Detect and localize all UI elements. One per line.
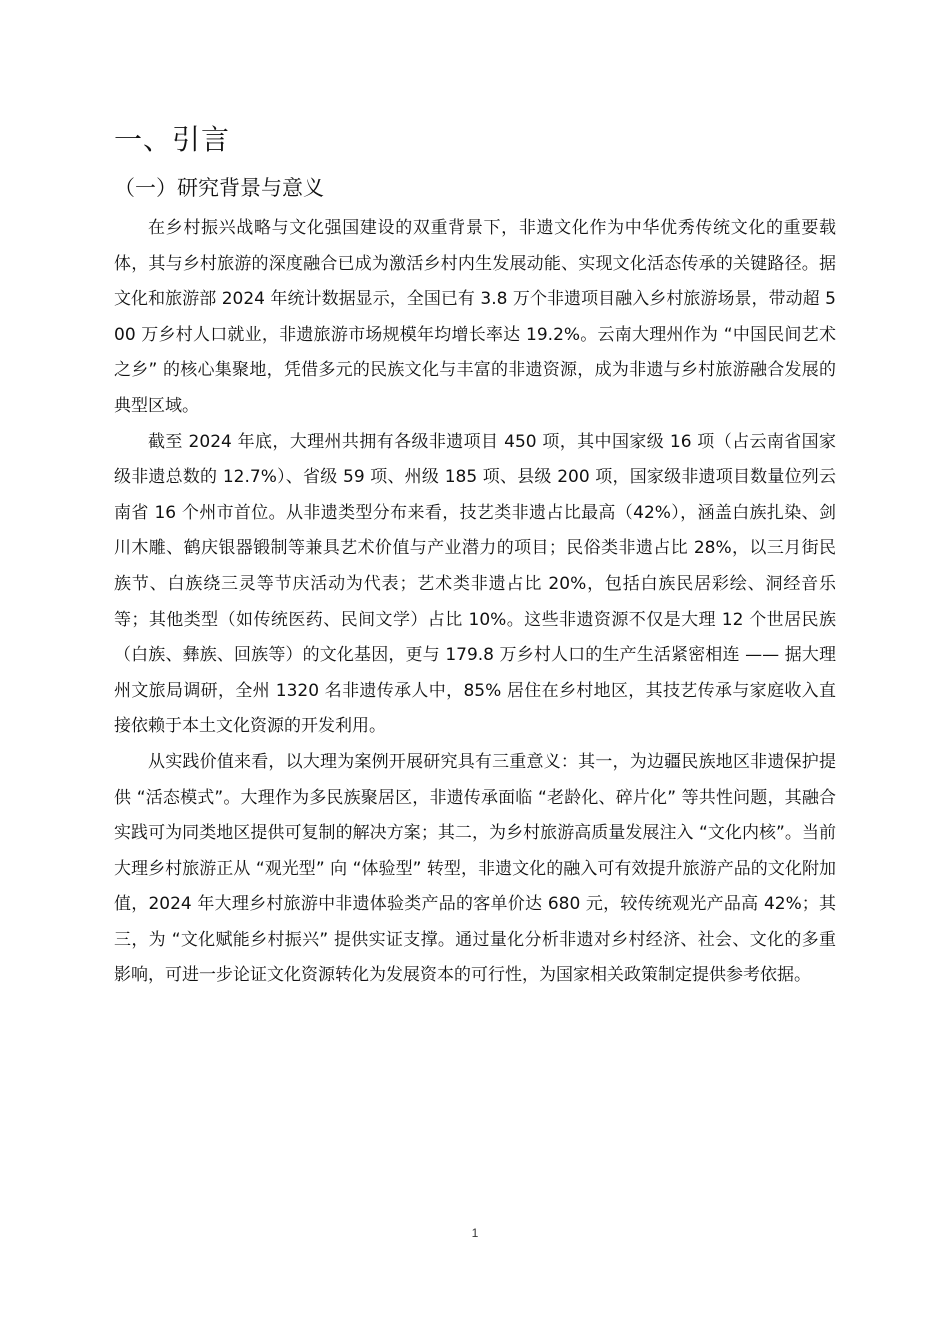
paragraph-dali-statistics: 截至 2024 年底，大理州共拥有各级非遗项目 450 项，其中国家级 16 项（占云南省国家级非遗总数的 12.7%）、省级 59 项、州级 185 项、县级 200 项，国家级非遗项目数量位列云南省 16 个州市首位。从非遗类型分布来看，技艺类非遗占比最高（42%），涵盖白族扎染、剑川木雕、鹤庆银器锻制等兼具艺术价值与产业潜力的项目；民俗类非遗占比 28%，以三月街民族节、白族绕三灵等节庆活动为代表；艺术类非遗占比 20%，包括白族民居彩绘、洞经音乐等；其他类型（如传统医药、民间文学）占比 10%。这些非遗资源不仅是大理 12 个世居民族（白族、彝族、回族等）的文化基因，更与 179.8 万乡村人口的生产生活紧密相连 —— 据大理州文旅局调研，全州 1320 名非遗传承人中，85% 居住在乡村地区，其技艺传承与家庭收入直接依赖于本土文化资源的开发利用。 [114,431,836,737]
chapter-heading: 一、引言 [114,123,231,156]
section-heading: （一）研究背景与意义 [114,176,324,200]
paragraph-practical-value: 从实践价值来看，以大理为案例开展研究具有三重意义：其一，为边疆民族地区非遗保护提供 “活态模式”。大理作为多民族聚居区，非遗传承面临 “老龄化、碎片化” 等共性问题，其融合实践可为同类地区提供可复制的解决方案；其二，为乡村旅游高质量发展注入 “文化内核”。当前大理乡村旅游正从 “观光型” 向 “体验型” 转型，非遗文化的融入可有效提升旅游产品的文化附加值，2024 年大理乡村旅游中非遗体验类产品的客单价达 680 元，较传统观光产品高 42%；其三，为 “文化赋能乡村振兴” 提供实证支撑。通过量化分析非遗对乡村经济、社会、文化的多重影响，可进一步论证文化资源转化为发展资本的可行性，为国家相关政策制定提供参考依据。 [114,751,836,986]
page-number: 1 [471,1226,479,1240]
page-content [114,120,836,994]
paragraph-background: 在乡村振兴战略与文化强国建设的双重背景下，非遗文化作为中华优秀传统文化的重要载体，其与乡村旅游的深度融合已成为激活乡村内生发展动能、实现文化活态传承的关键路径。据文化和旅游部 2024 年统计数据显示，全国已有 3.8 万个非遗项目融入乡村旅游场景，带动超 500 万乡村人口就业，非遗旅游市场规模年均增长率达 19.2%。云南大理州作为 “中国民间艺术之乡” 的核心集聚地，凭借多元的民族文化与丰富的非遗资源，成为非遗与乡村旅游融合发展的典型区域。 [114,218,836,416]
